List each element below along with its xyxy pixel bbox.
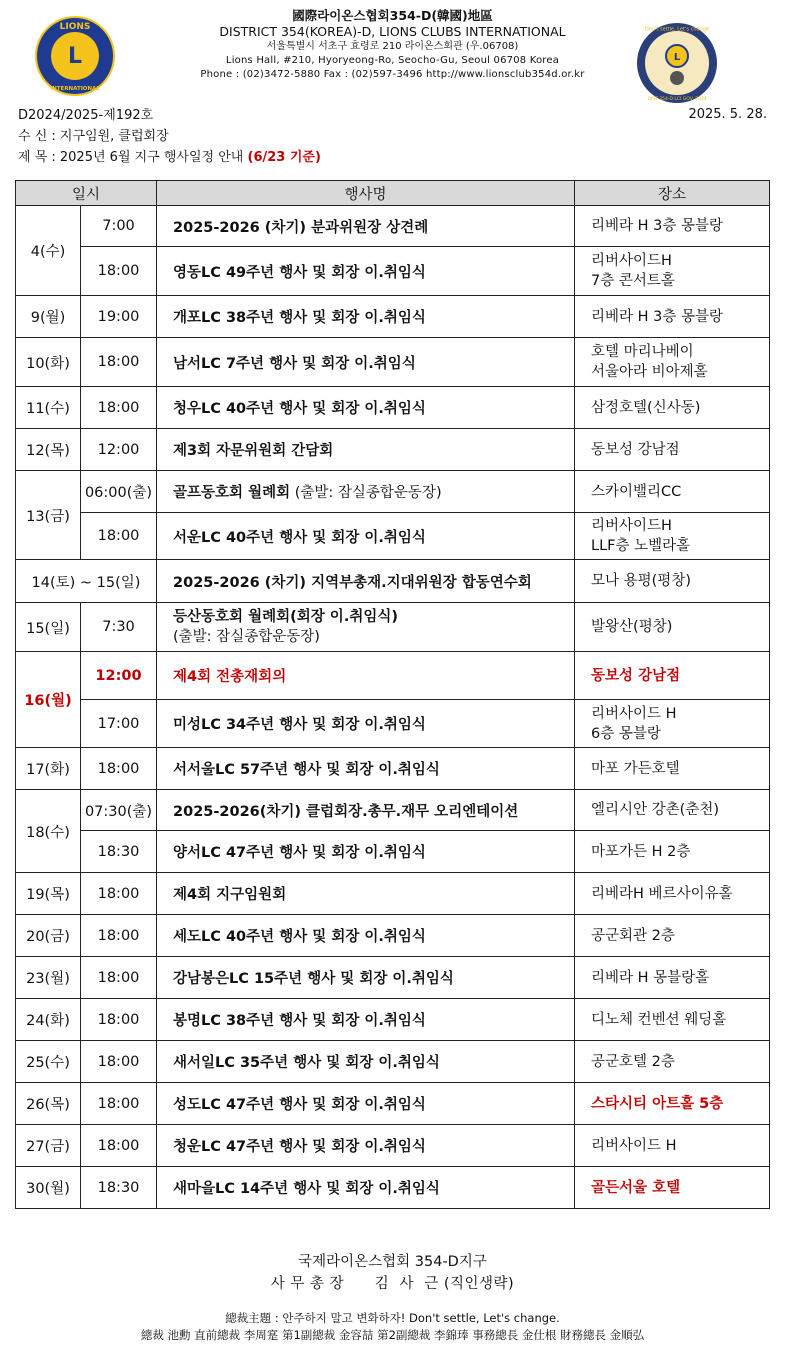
contact-info: Phone : (02)3472-5880 Fax : (02)597-3496 http://www.lionsclub354d.or.kr	[200, 69, 585, 80]
table-row	[16, 560, 770, 603]
place-cell	[575, 247, 770, 296]
event-cell: 개포LC 38주년 행사 및 회장 이.취임식	[157, 296, 575, 338]
event-cell: 세도LC 40주년 행사 및 회장 이.취임식	[157, 915, 575, 957]
table-row	[16, 700, 770, 748]
event-cell	[157, 471, 575, 513]
svg-text:LIONS: LIONS	[59, 22, 91, 32]
subject-text: 제 목 : 2025년 6월 지구 행사일정 안내	[18, 150, 248, 165]
event-cell: 제4회 전총재회의	[157, 652, 575, 700]
time-cell: 18:00	[81, 1041, 157, 1083]
table-row	[16, 652, 770, 700]
sender-organization: 국제라이온스협회 354-D지구	[298, 1254, 487, 1270]
letterhead-text	[130, 8, 655, 82]
time-cell: 18:00	[81, 999, 157, 1041]
place-cell: 스카이밸리CC	[575, 471, 770, 513]
day-cell: 24(화)	[16, 999, 81, 1041]
time-cell: 7:00	[81, 206, 157, 247]
table-row	[16, 206, 770, 247]
place-cell	[575, 338, 770, 387]
place-cell	[575, 700, 770, 748]
time-cell: 12:00	[81, 429, 157, 471]
place-line: 리버사이드H	[591, 518, 672, 534]
subject	[18, 149, 321, 167]
svg-text:DIST 354-D LCI GOV. 2024: DIST 354-D LCI GOV. 2024	[647, 97, 707, 102]
place-line: 6층 몽블랑	[591, 725, 661, 742]
svg-text:L: L	[67, 44, 83, 69]
day-cell: 18(수)	[16, 790, 81, 873]
place-cell: 공군회관 2층	[575, 915, 770, 957]
table-row	[16, 1041, 770, 1083]
svg-text:INTERNATIONAL: INTERNATIONAL	[50, 86, 100, 92]
svg-text:L: L	[673, 52, 681, 63]
place-cell: 마포 가든호텔	[575, 748, 770, 790]
time-cell: 19:00	[81, 296, 157, 338]
event-cell	[157, 603, 575, 652]
column-header-datetime: 일시	[16, 181, 157, 206]
table-row	[16, 429, 770, 471]
place-line: 7층 콘서트홀	[591, 273, 675, 289]
place-cell: 리베라H 베르사이유홀	[575, 873, 770, 915]
place-cell: 골든서울 호텔	[575, 1167, 770, 1209]
event-cell: 서운LC 40주년 행사 및 회장 이.취임식	[157, 513, 575, 560]
event-title: 골프동호회 월례회	[173, 485, 291, 501]
letterhead	[0, 0, 785, 100]
event-cell: 새서일LC 35주년 행사 및 회장 이.취임식	[157, 1041, 575, 1083]
time-cell: 18:00	[81, 873, 157, 915]
time-cell: 18:00	[81, 387, 157, 429]
time-cell: 18:00	[81, 748, 157, 790]
schedule-table	[15, 180, 770, 1209]
time-cell: 18:00	[81, 1125, 157, 1167]
day-cell: 20(금)	[16, 915, 81, 957]
time-cell: 17:00	[81, 700, 157, 748]
table-row	[16, 1125, 770, 1167]
day-cell: 11(수)	[16, 387, 81, 429]
governor-motto: 總裁主題 : 안주하지 말고 변화하자! Don't settle, Let's change.	[225, 1311, 560, 1325]
recipient: 수 신 : 지구임원, 클럽회장	[18, 129, 169, 144]
event-note: (출발: 잠실종합운동장)	[290, 485, 442, 501]
place-line: 서울아라 비아제홀	[591, 364, 708, 380]
place-cell: 모나 용평(평창)	[575, 560, 770, 603]
event-cell: 남서LC 7주년 행사 및 회장 이.취임식	[157, 338, 575, 387]
day-cell: 12(목)	[16, 429, 81, 471]
table-row	[16, 338, 770, 387]
table-row	[16, 247, 770, 296]
place-cell: 동보성 강남점	[575, 652, 770, 700]
table-header-row	[16, 181, 770, 206]
event-cell: 제4회 지구임원회	[157, 873, 575, 915]
address-english: Lions Hall, #210, Hyoryeong-Ro, Seocho-Gu, Seoul 06708 Korea	[225, 55, 560, 66]
place-cell: 발왕산(평창)	[575, 603, 770, 652]
event-cell: 강남봉은LC 15주년 행사 및 회장 이.취임식	[157, 957, 575, 999]
event-cell: 미성LC 34주년 행사 및 회장 이.취임식	[157, 700, 575, 748]
subject-highlight: (6/23 기준)	[247, 150, 321, 165]
table-row	[16, 1167, 770, 1209]
day-cell: 27(금)	[16, 1125, 81, 1167]
table-row	[16, 999, 770, 1041]
table-row	[16, 957, 770, 999]
event-cell: 성도LC 47주년 행사 및 회장 이.취임식	[157, 1083, 575, 1125]
sender-signature: 사 무 총 장 김 사 근 (직인생략)	[270, 1276, 515, 1292]
day-cell: 10(화)	[16, 338, 81, 387]
table-row	[16, 471, 770, 513]
table-row	[16, 387, 770, 429]
day-cell: 19(목)	[16, 873, 81, 915]
time-cell: 7:30	[81, 603, 157, 652]
place-line: 호텔 마리나베이	[591, 344, 694, 360]
time-cell: 06:00(출)	[81, 471, 157, 513]
time-cell: 18:00	[81, 513, 157, 560]
day-cell: 4(수)	[16, 206, 81, 296]
table-row	[16, 748, 770, 790]
place-cell: 리베라 H 3층 몽블랑	[575, 296, 770, 338]
column-header-place: 장소	[575, 181, 770, 206]
place-cell: 엘리시안 강촌(춘천)	[575, 790, 770, 831]
event-cell: 서서울LC 57주년 행사 및 회장 이.취임식	[157, 748, 575, 790]
day-cell: 26(목)	[16, 1083, 81, 1125]
org-name-korean: 國際라이온스협회354-D(韓國)地區	[292, 8, 493, 23]
table-row	[16, 915, 770, 957]
place-cell	[575, 513, 770, 560]
day-cell: 13(금)	[16, 471, 81, 560]
address-korean: 서울특별시 서초구 효령로 210 라이온스회관 (우.06708)	[266, 41, 519, 52]
place-cell: 리버사이드 H	[575, 1125, 770, 1167]
day-cell: 9(월)	[16, 296, 81, 338]
officer-list: 總裁 池勳 直前總裁 李周寔 第1副總裁 金容喆 第2副總裁 李錦琫 事務總長 金仕根 財務總長 金順弘	[140, 1328, 645, 1342]
place-cell: 마포가든 H 2층	[575, 831, 770, 873]
event-cell: 청우LC 40주년 행사 및 회장 이.취임식	[157, 387, 575, 429]
place-line: LLF층 노벨라홀	[591, 538, 691, 554]
time-cell: 18:30	[81, 831, 157, 873]
org-name-english: DISTRICT 354(KOREA)-D, LIONS CLUBS INTERNATIONAL	[219, 24, 566, 39]
event-title: 등산동호회 월례회(회장 이.취임식)	[173, 609, 398, 625]
place-cell: 스타시티 아트홀 5층	[575, 1083, 770, 1125]
table-row	[16, 296, 770, 338]
event-cell: 제3회 자문위원회 간담회	[157, 429, 575, 471]
place-cell: 동보성 강남점	[575, 429, 770, 471]
column-header-event: 행사명	[157, 181, 575, 206]
day-cell: 14(토) ~ 15(일)	[16, 560, 157, 603]
time-cell: 18:00	[81, 915, 157, 957]
governor-emblem	[636, 22, 718, 104]
event-cell: 2025-2026 (차기) 분과위원장 상견례	[157, 206, 575, 247]
event-cell: 새마을LC 14주년 행사 및 회장 이.취임식	[157, 1167, 575, 1209]
place-cell: 공군호텔 2층	[575, 1041, 770, 1083]
time-cell: 18:00	[81, 1083, 157, 1125]
day-cell: 15(일)	[16, 603, 81, 652]
event-cell: 2025-2026 (차기) 지역부총재.지대위원장 합동연수회	[157, 560, 575, 603]
table-row	[16, 513, 770, 560]
place-cell: 디노체 컨벤션 웨딩홀	[575, 999, 770, 1041]
place-cell: 리베라 H 3층 몽블랑	[575, 206, 770, 247]
event-cell: 봉명LC 38주년 행사 및 회장 이.취임식	[157, 999, 575, 1041]
day-cell: 23(월)	[16, 957, 81, 999]
svg-text:Don't settle, Let's change: Don't settle, Let's change	[645, 26, 709, 33]
event-cell: 청운LC 47주년 행사 및 회장 이.취임식	[157, 1125, 575, 1167]
event-cell: 양서LC 47주년 행사 및 회장 이.취임식	[157, 831, 575, 873]
day-cell: 30(월)	[16, 1167, 81, 1209]
time-cell: 12:00	[81, 652, 157, 700]
day-cell: 17(화)	[16, 748, 81, 790]
time-cell: 18:00	[81, 957, 157, 999]
table-row	[16, 603, 770, 652]
time-cell: 18:30	[81, 1167, 157, 1209]
table-row	[16, 873, 770, 915]
document-number: D2024/2025-제192호	[18, 108, 154, 123]
place-line: 리버사이드 H	[591, 705, 677, 722]
place-line: 리버사이드H	[591, 253, 672, 269]
lions-logo	[33, 14, 117, 98]
time-cell: 07:30(출)	[81, 790, 157, 831]
place-cell: 리베라 H 몽블랑홀	[575, 957, 770, 999]
document-date: 2025. 5. 28.	[688, 107, 767, 122]
table-row	[16, 831, 770, 873]
table-row	[16, 1083, 770, 1125]
event-cell: 2025-2026(차기) 클럽회장.총무.재무 오리엔테이션	[157, 790, 575, 831]
place-cell: 삼정호텔(신사동)	[575, 387, 770, 429]
event-cell: 영동LC 49주년 행사 및 회장 이.취임식	[157, 247, 575, 296]
day-cell: 16(월)	[16, 652, 81, 748]
event-note: (출발: 잠실종합운동장)	[173, 629, 320, 645]
time-cell: 18:00	[81, 247, 157, 296]
time-cell: 18:00	[81, 338, 157, 387]
table-row	[16, 790, 770, 831]
day-cell: 25(수)	[16, 1041, 81, 1083]
